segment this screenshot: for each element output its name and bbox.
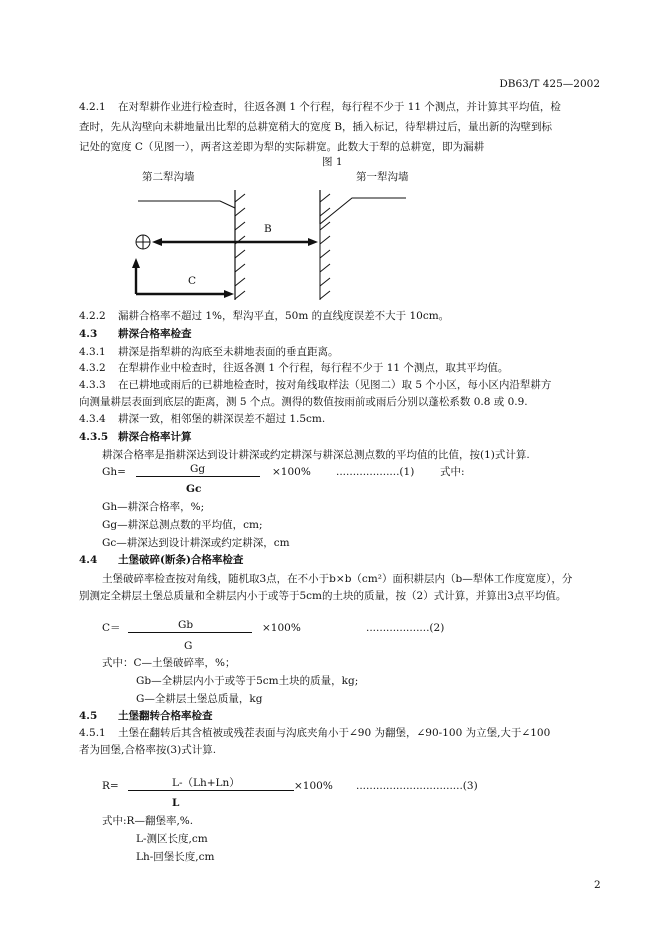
section-number-4-4: 4.4: [79, 554, 98, 566]
para-4-2-1-line2: 查时，先从沟壁向未耕地量出比犁的总耕宽稍大的宽度 B，插入标记，待犁耕过后，量出新的沟壁到标: [79, 121, 553, 133]
para-4-3-5-intro: 耕深合格率是指耕深达到设计耕深或约定耕深与耕深总测点数的平均值的比值，按(1)式计算.: [102, 449, 530, 461]
formula1-fraction-bar: [136, 476, 260, 477]
left-wall-hatching: [235, 194, 245, 299]
marker-symbol: [136, 235, 150, 249]
formula2-denominator: G: [184, 640, 193, 652]
formula3-fraction-bar: [128, 790, 294, 791]
formula1-denominator: Gc: [186, 483, 202, 495]
formula3-def-r: 式中:R—翻堡率,%.: [102, 815, 194, 827]
para-4-3-4: 耕深一致，相邻堡的耕深误差不超过 1.5cm.: [118, 413, 326, 425]
para-4-4-line1: 土堡破碎率检查按对角线，随机取3点，在不小于b×b（cm²）面积耕层内（b—犁体工作度宽度），分: [102, 573, 573, 585]
formula3-lhs: R=: [102, 780, 119, 792]
para-4-5-1-line1: 土堡在翻转后其含植被或残茬表面与沟底夹角小于∠90 为翻堡，∠90-100 为立堡,大于∠100: [118, 727, 551, 739]
section-number-4-5-1: 4.5.1: [79, 727, 106, 739]
section-number-4-3: 4.3: [79, 328, 98, 340]
formula1-times: ×100%: [272, 466, 311, 478]
formula1-ref: ...................(1): [336, 466, 415, 478]
para-4-3-3-line2: 向测量耕层表面到底层的距离，测 5 个点。测得的数值按雨前或雨后分别以蓬松系数 0.8 或 0.9.: [79, 396, 528, 408]
section-number-4-2-1: 4.2.1: [79, 101, 106, 113]
section-number-4-3-5: 4.3.5: [79, 431, 109, 443]
section-number-4-3-2: 4.3.2: [79, 362, 106, 374]
para-4-2-2: 漏耕合格率不超过 1%，犁沟平直，50m 的直线度误差不大于 10cm。: [118, 310, 450, 322]
formula2-times: ×100%: [262, 622, 301, 634]
figure-label-b: B: [264, 223, 272, 235]
page-number: 2: [594, 879, 601, 891]
para-4-3-3-line1: 在已耕地或雨后的已耕地检查时，按对角线取样法（见图二）取 5 个小区，每小区内沿犁耕方: [118, 379, 552, 391]
formula3-def-l: L-测区长度,cm: [136, 833, 208, 845]
para-4-3-2: 在犁耕作业中检查时，往返各测 1 个行程，每行程不少于 11 个测点，取其平均值。: [118, 362, 509, 374]
formula3-denominator: L: [172, 797, 180, 809]
formula2-def-c: 式中：C—土堡破碎率，%；: [102, 657, 236, 669]
heading-4-4: 土堡破碎(断条)合格率检查: [118, 554, 244, 566]
formula1-def-gc: Gc—耕深达到设计耕深或约定耕深，cm: [102, 537, 290, 549]
formula3-ref: ................................(3): [356, 780, 478, 792]
para-4-2-1-line3: 记处的宽度 C（见图一），两者这差即为犁的实际耕宽。此数大于犁的总耕宽，即为漏耕: [79, 141, 485, 153]
formula3-times: ×100%: [294, 780, 333, 792]
heading-4-3-5: 耕深合格率计算: [118, 431, 192, 443]
formula2-ref: ...................(2): [366, 622, 445, 634]
figure-title: 图 1: [322, 156, 343, 168]
formula1-def-gg: Gg—耕深总测点数的平均值，cm;: [102, 519, 263, 531]
figure-label-right: 第一犁沟墙: [356, 171, 409, 183]
para-4-2-1-line1: 在对犁耕作业进行检查时，往返各测 1 个行程，每行程不少于 11 个测点，并计算其平均值，检: [118, 101, 561, 113]
formula2-def-g: G—全耕层土堡总质量，kg: [136, 693, 263, 705]
formula3-numerator: L-（Lh+Ln）: [172, 777, 240, 789]
doc-code: DB63/T 425—2002: [499, 78, 600, 90]
formula1-numerator: Gg: [190, 463, 206, 475]
section-number-4-5: 4.5: [79, 710, 98, 722]
furrow-diagram: [120, 168, 420, 310]
formula2-def-gb: Gb—全耕层内小于或等于5cm土块的质量，kg;: [136, 675, 359, 687]
para-4-4-line2: 别测定全耕层土堡总质量和全耕层内小于或等于5cm的土块的质量，按（2）式计算，并算出3点平均值。: [79, 590, 567, 602]
formula1-lhs: Gh=: [102, 466, 126, 478]
width-c-arrow: [132, 258, 234, 298]
first-furrow-wall: [320, 198, 406, 300]
para-4-5-1-line2: 者为回堡,合格率按(3)式计算.: [79, 744, 217, 756]
formula1-where: 式中:: [440, 466, 465, 478]
formula3-def-lh: Lh-回堡长度,cm: [136, 851, 215, 863]
section-number-4-3-4: 4.3.4: [79, 413, 106, 425]
section-number-4-3-3: 4.3.3: [79, 379, 106, 391]
para-4-3-1: 耕深是指犁耕的沟底至未耕地表面的垂直距离。: [118, 346, 339, 358]
formula2-numerator: Gb: [178, 619, 194, 631]
section-number-4-2-2: 4.2.2: [79, 310, 106, 322]
second-furrow-wall: [138, 201, 235, 208]
formula2-lhs: C＝: [102, 622, 121, 634]
formula1-def-gh: Gh—耕深合格率，%;: [102, 501, 205, 513]
heading-4-3: 耕深合格率检查: [118, 328, 192, 340]
figure-label-c: C: [188, 275, 197, 287]
section-number-4-3-1: 4.3.1: [79, 346, 106, 358]
formula2-fraction-bar: [128, 632, 252, 633]
figure-label-left: 第二犁沟墙: [142, 171, 195, 183]
heading-4-5: 土堡翻转合格率检查: [118, 710, 213, 722]
right-wall-hatching: [320, 194, 330, 299]
